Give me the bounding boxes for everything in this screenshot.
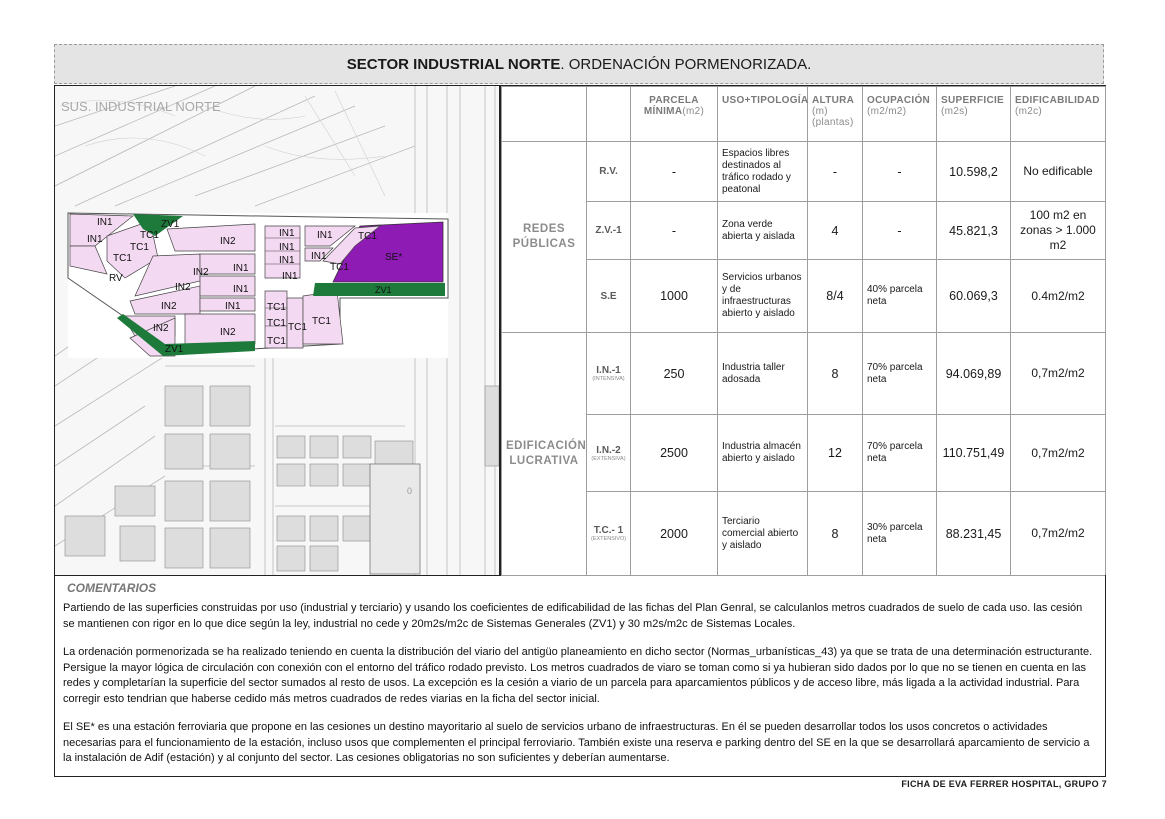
row-superficie: 10.598,2 bbox=[937, 142, 1011, 202]
map-label: SE* bbox=[385, 252, 403, 263]
map-label: IN1 bbox=[233, 263, 249, 274]
table-row bbox=[502, 492, 1106, 576]
map-label: TC1 bbox=[140, 230, 159, 241]
header-altura: ALTURA (m) (plantas) bbox=[808, 87, 863, 142]
table-row bbox=[502, 202, 1106, 260]
row-uso: Zona verde abierta y aislada bbox=[718, 202, 808, 260]
row-altura: 4 bbox=[808, 202, 863, 260]
map-label: IN2 bbox=[161, 301, 177, 312]
title-rest: . ORDENACIÓN PORMENORIZADA. bbox=[560, 55, 812, 73]
map-label: IN1 bbox=[279, 242, 295, 253]
map-label: IN1 bbox=[279, 255, 295, 266]
row-parcela: 2500 bbox=[631, 415, 718, 492]
row-superficie: 88.231,45 bbox=[937, 492, 1011, 576]
map-zero-label: 0 bbox=[407, 486, 413, 496]
row-code: I.N.-2 (EXTENSIVA) bbox=[587, 415, 631, 492]
row-edificabilidad: 0.4m2/m2 bbox=[1011, 260, 1106, 333]
row-ocupacion: 70% parcela neta bbox=[863, 333, 937, 415]
map-label: IN1 bbox=[282, 271, 298, 282]
row-uso: Industria almacén abierto y aislado bbox=[718, 415, 808, 492]
map-label: TC1 bbox=[267, 336, 286, 347]
header-edificabilidad: EDIFICABILIDAD (m2c) bbox=[1011, 87, 1106, 142]
header-empty bbox=[502, 87, 587, 142]
page-title bbox=[54, 44, 1104, 84]
row-parcela: 250 bbox=[631, 333, 718, 415]
map-label: IN2 bbox=[193, 267, 209, 278]
map-label: IN1 bbox=[317, 230, 333, 241]
row-superficie: 60.069,3 bbox=[937, 260, 1011, 333]
row-altura: 8 bbox=[808, 333, 863, 415]
row-superficie: 45.821,3 bbox=[937, 202, 1011, 260]
map-label: TC1 bbox=[330, 262, 349, 273]
table-row bbox=[502, 142, 1106, 202]
row-code: T.C.- 1 (EXTENSIVO) bbox=[587, 492, 631, 576]
map-label: TC1 bbox=[288, 322, 307, 333]
ordinance-table bbox=[501, 86, 1105, 575]
map-label: IN1 bbox=[279, 228, 295, 239]
row-ocupacion: 70% parcela neta bbox=[863, 415, 937, 492]
row-parcela: - bbox=[631, 142, 718, 202]
header-superficie: SUPERFICIE (m2s) bbox=[937, 87, 1011, 142]
comments-paragraph: La ordenación pormenorizada se ha realizado teniendo en cuenta la distribución del viario del antigüo planeamiento en dicho sector (Normas_urbanísticas_43) ya que se trata de una determinación estructurante. Persigue la mayor lógica de circulación con conexión con el entorno del tráfico rodado previsto. Los metros cuadrados de viaro se toman como si ya hubieran sido dados por lo que no se tienen en cuenta en las redes y completarían la superficie del sector sumados al resto de usos. La excepción es la cesión a viario de un parcela para aparcamientos públicos y de acceso libre, más ligada a la actividad industrial. Para corregir esto tendrian que haberse cedido más metros cuadrados de redes viarias en la ficha del sector inicial. bbox=[63, 646, 1093, 705]
comments-heading: COMENTARIOS bbox=[67, 581, 157, 595]
row-ocupacion: 40% parcela neta bbox=[863, 260, 937, 333]
map-label: IN2 bbox=[175, 282, 191, 293]
row-code: R.V. bbox=[587, 142, 631, 202]
row-superficie: 94.069,89 bbox=[937, 333, 1011, 415]
row-ocupacion: - bbox=[863, 202, 937, 260]
map-label: TC1 bbox=[113, 253, 132, 264]
table-row bbox=[502, 260, 1106, 333]
row-code: S.E bbox=[587, 260, 631, 333]
map-label: IN1 bbox=[225, 301, 241, 312]
row-uso: Espacios libres destinados al tráfico rodado y peatonal bbox=[718, 142, 808, 202]
row-edificabilidad: 0,7m2/m2 bbox=[1011, 333, 1106, 415]
map-label: IN2 bbox=[153, 323, 169, 334]
row-uso: Industria taller adosada bbox=[718, 333, 808, 415]
map-sector-label: SUS. INDUSTRIAL NORTE bbox=[61, 99, 221, 114]
row-edificabilidad: 100 m2 en zonas > 1.000 m2 bbox=[1011, 202, 1106, 260]
group-redes-publicas: REDES PÚBLICAS bbox=[502, 142, 587, 333]
map-label: IN1 bbox=[97, 217, 113, 228]
map-label: IN2 bbox=[220, 327, 236, 338]
comments-paragraph: El SE* es una estación ferroviaria que propone en las cesiones un destino mayoritario al suelo de servicios urbano de infraestructuras. En él se pueden desarrollar todos los usos concretos o actividades necesarias para el funcionamiento de la estación, incluso usos que complementen el principal ferroviario. También existe una reserva e parking dentro del SE en la que se desarrollará aparcamiento de servicio a la instalación de Adif (estación) y al conjunto del sector. Las cesiones obligatorias no son suficientes y deberían aumentarse. bbox=[63, 721, 1090, 764]
map-label: TC1 bbox=[312, 316, 331, 327]
row-parcela: - bbox=[631, 202, 718, 260]
header-uso: USO+TIPOLOGÍA bbox=[718, 87, 808, 142]
row-parcela: 1000 bbox=[631, 260, 718, 333]
row-edificabilidad: 0,7m2/m2 bbox=[1011, 415, 1106, 492]
map-label: IN1 bbox=[87, 234, 103, 245]
map-label: RV bbox=[109, 273, 123, 284]
row-code: Z.V.-1 bbox=[587, 202, 631, 260]
row-edificabilidad: No edificable bbox=[1011, 142, 1106, 202]
comments-paragraph: Partiendo de las superficies construidas por uso (industrial y terciario) y usando los coeficientes de edificabilidad de las fichas del Plan Genral, se calculanlos metros cuadrados de suelo de cada uso. las cesión se mantienen con rigor en lo que dice según la ley, industrial no cede y 20m2s/m2c de Sistemas Generales (ZV1) y 30 m2s/m2c de Sistemas Locales. bbox=[63, 602, 1083, 630]
map-label: ZV1 bbox=[165, 344, 184, 355]
row-parcela: 2000 bbox=[631, 492, 718, 576]
title-bold: SECTOR INDUSTRIAL NORTE bbox=[346, 55, 561, 73]
header-row bbox=[502, 87, 1106, 142]
row-uso: Servicios urbanos y de infraestructuras abierto y aislado bbox=[718, 260, 808, 333]
map-label: TC1 bbox=[358, 231, 377, 242]
row-edificabilidad: 0,7m2/m2 bbox=[1011, 492, 1106, 576]
site-plan-map bbox=[55, 86, 500, 575]
table-row bbox=[502, 333, 1106, 415]
row-ocupacion: - bbox=[863, 142, 937, 202]
header-ocupacion: OCUPACIÓN (m2/m2) bbox=[863, 87, 937, 142]
map-label: TC1 bbox=[267, 318, 286, 329]
map-label: ZV1 bbox=[375, 285, 392, 295]
map-label: ZV1 bbox=[161, 219, 180, 230]
row-altura: 8 bbox=[808, 492, 863, 576]
map-label: IN1 bbox=[233, 284, 249, 295]
header-parcela: PARCELA MÍNIMA(m2) bbox=[631, 87, 718, 142]
row-code: I.N.-1 (INTENSIVA) bbox=[587, 333, 631, 415]
row-altura: 8/4 bbox=[808, 260, 863, 333]
header-empty bbox=[587, 87, 631, 142]
row-uso: Terciario comercial abierto y aislado bbox=[718, 492, 808, 576]
group-edificacion-lucrativa: EDIFICACIÓN LUCRATIVA bbox=[502, 333, 587, 576]
row-altura: 12 bbox=[808, 415, 863, 492]
row-superficie: 110.751,49 bbox=[937, 415, 1011, 492]
map-label: TC1 bbox=[267, 302, 286, 313]
row-altura: - bbox=[808, 142, 863, 202]
map-label: IN1 bbox=[311, 251, 327, 262]
table-row bbox=[502, 415, 1106, 492]
row-ocupacion: 30% parcela neta bbox=[863, 492, 937, 576]
map-label: TC1 bbox=[130, 242, 149, 253]
map-label: IN2 bbox=[220, 236, 236, 247]
comments-section bbox=[54, 575, 1106, 777]
footer-credit: FICHA DE EVA FERRER HOSPITAL, GRUPO 7 bbox=[901, 779, 1107, 789]
